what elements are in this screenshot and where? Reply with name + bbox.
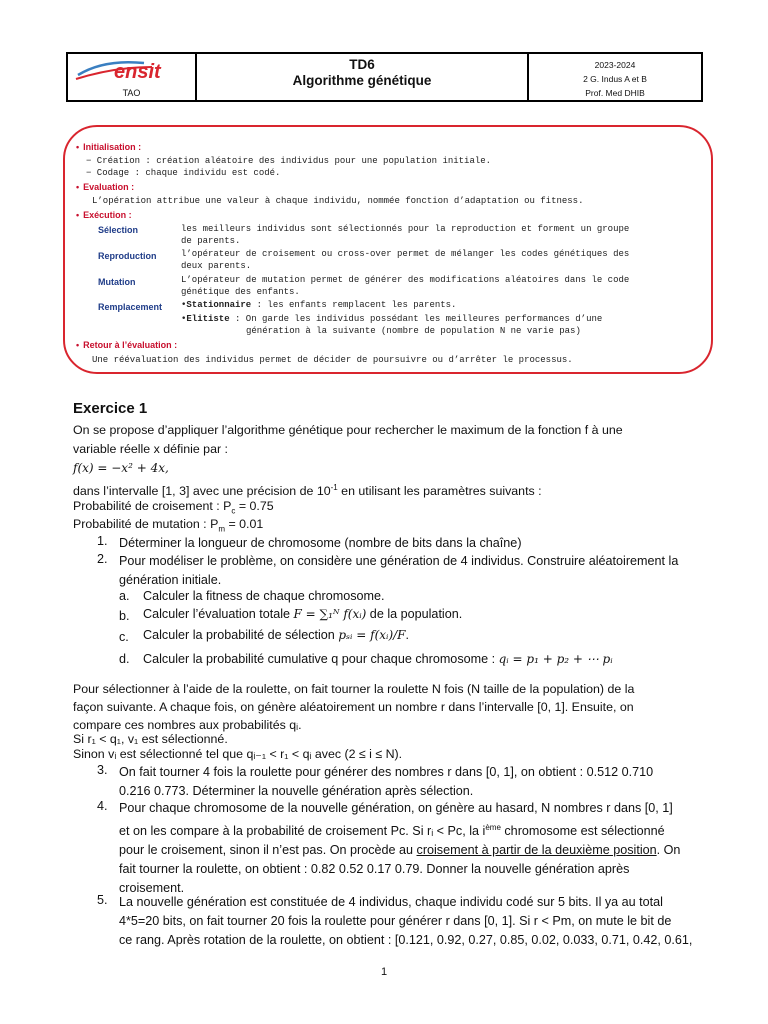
header-table	[66, 52, 703, 102]
pm-line: Probabilité de mutation : $P_m = 0.01$	[73, 517, 264, 534]
q2-text: Pour modéliser le problème, on considère une génération de 4 individus. Construire aléatoirement la génération initiale.	[119, 554, 679, 587]
q3-text: On fait tourner 4 fois la roulette pour générer des nombres r dans [0, 1], on obtient : 0.512 0.710 0.216 0.773. Déterminer la nouvelle génération après sélection.	[119, 765, 654, 798]
td-number: TD6	[349, 57, 375, 72]
replacement-line-2	[181, 314, 602, 324]
q3-number: 3.	[97, 763, 108, 777]
svg-text:ensit: ensit	[114, 61, 161, 83]
reproduction-label: Reproduction	[98, 251, 157, 261]
stationnaire-label: •Stationnaire	[181, 300, 252, 310]
elitiste-label: •Elitiste	[181, 314, 230, 324]
title-cell	[197, 54, 529, 100]
roulette-line-3: compare ces nombres aux probabilités qᵢ.	[73, 718, 302, 732]
selection-line-1: les meilleurs individus sont sélectionnés pour la reproduction et forment un groupe	[181, 224, 630, 234]
crossover-position-underline: croisement à partir de la deuxième position	[416, 843, 657, 858]
logo-subtitle: TAO	[122, 88, 141, 98]
init-line-1: − Création : création aléatoire des individus pour une population initiale.	[86, 156, 492, 166]
mutation-line-2: génétique des enfants.	[181, 287, 300, 297]
eval-title: • Evaluation :	[76, 182, 134, 192]
intro-line-1: On se propose d’appliquer l’algorithme génétique pour rechercher le maximum de la fonction f à une	[73, 423, 623, 437]
init-line-2: − Codage : chaque individu est codé.	[86, 168, 281, 178]
qd-letter: d.	[119, 652, 130, 666]
replacement-label: Remplacement	[98, 302, 163, 312]
qa-letter: a.	[119, 589, 130, 603]
mutation-label: Mutation	[98, 277, 136, 287]
selection-label: Sélection	[98, 225, 139, 235]
exec-title: • Exécution :	[76, 210, 132, 220]
q1-text: Déterminer la longueur de chromosome (nombre de bits dans la chaîne)	[119, 536, 522, 550]
exercise-title: Exercice 1	[73, 400, 148, 417]
return-text: Une réévaluation des individus permet de décider de poursuivre ou d’arrêter le processus.	[92, 355, 573, 365]
meta-cell	[529, 54, 701, 100]
stationnaire-text: : les enfants remplacent les parents.	[251, 300, 457, 310]
replacement-line-3: génération à la suivante (nombre de population N ne varie pas)	[246, 326, 581, 336]
page-number: 1	[380, 966, 388, 978]
reproduction-line-1: l’opérateur de croisement ou cross-over permet de mélanger les codes génétiques des	[181, 249, 630, 259]
roulette-line-2: façon suivante. A chaque fois, on génère aléatoirement un nombre r dans l’intervalle [0, 1]. Ensuite, on	[73, 700, 634, 714]
intro-line-2: variable réelle x définie par :	[73, 442, 228, 456]
q4-number: 4.	[97, 799, 108, 813]
q2-number: 2.	[97, 552, 108, 566]
professor-name: Prof. Med DHIB	[585, 88, 645, 98]
selection-line-2: de parents.	[181, 236, 241, 246]
qc-text: Calculer la probabilité de sélection pₛᵢ = f(xᵢ)/F.	[143, 628, 410, 642]
init-title: • Initialisation :	[76, 142, 141, 152]
ensit-logo-icon	[74, 57, 192, 85]
q4-text: Pour chaque chromosome de la nouvelle génération, on génère au hasard, N nombres r dans [0, 1] et on les compare à la probabilité de croisement Pc. Si rᵢ < Pc, la $i^{ème}$ chromosome est sélectionné pour le croisement, sinon il n’est pas. On procède au croisement à partir de la deuxième position. On fait tourner la roulette, on obtient : 0.82 0.52 0.17 0.79. Donner la nouvelle génération après croisement.	[119, 801, 681, 896]
reproduction-line-2: deux parents.	[181, 261, 252, 271]
qd-text: Calculer la probabilité cumulative q pour chaque chromosome : qᵢ = p₁ + p₂ + ⋯ pᵢ	[143, 652, 613, 666]
mutation-line-1: L’opérateur de mutation permet de générer des modifications aléatoires dans le code	[181, 275, 630, 285]
q5-number: 5.	[97, 893, 108, 907]
elitiste-text: : On garde les individus possédant les meilleures performances d’une	[229, 314, 603, 324]
pc-line: Probabilité de croisement : $P_c = 0.75$	[73, 499, 274, 516]
roulette-line-4: Si r₁ < q₁, v₁ est sélectionné.	[73, 732, 228, 746]
q1-number: 1.	[97, 534, 108, 548]
q5-text: La nouvelle génération est constituée de 4 individus, chaque individu codé sur 5 bits. Il ya au total 4*5=20 bits, on fait tourner 20 fois la roulette pour générer r dans [0, 1]. Si r < Pm, on mute le bit de ce rang. Après rotation de la roulette, on obtient : [0.121, 0.92, 0.27, 0.85, 0.02, 0.033, 0.71, 0.42, 0.61,	[119, 895, 693, 947]
interval-line: dans l’intervalle [1, 3] avec une précision de $10^{-1}$ en utilisant les paramètres suivants :	[73, 483, 542, 499]
qb-text: Calculer l’évaluation totale F = ∑₁ᴺ f(xᵢ) de la population.	[143, 607, 463, 621]
eval-text: L’opération attribue une valeur à chaque individu, nommée fonction d’adaptation ou fitness.	[92, 196, 584, 206]
logo-cell	[68, 54, 197, 100]
return-title: • Retour à l’évaluation :	[76, 340, 177, 350]
function-formula: f(x) = −x² + 4x,	[73, 461, 169, 475]
qb-letter: b.	[119, 609, 130, 623]
qc-letter: c.	[119, 630, 129, 644]
roulette-line-1: Pour sélectionner à l’aide de la roulette, on fait tourner la roulette N fois (N taille de la population) de la	[73, 682, 635, 696]
class-name: 2 G. Indus A et B	[583, 74, 647, 84]
academic-year: 2023-2024	[594, 60, 636, 70]
roulette-line-5: Sinon vᵢ est sélectionné tel que qᵢ₋₁ < r₁ < qᵢ avec (2 ≤ i ≤ N).	[73, 747, 403, 761]
replacement-line-1	[181, 300, 456, 310]
qa-text: Calculer la fitness de chaque chromosome.	[143, 589, 385, 603]
page-title: Algorithme génétique	[292, 73, 432, 88]
